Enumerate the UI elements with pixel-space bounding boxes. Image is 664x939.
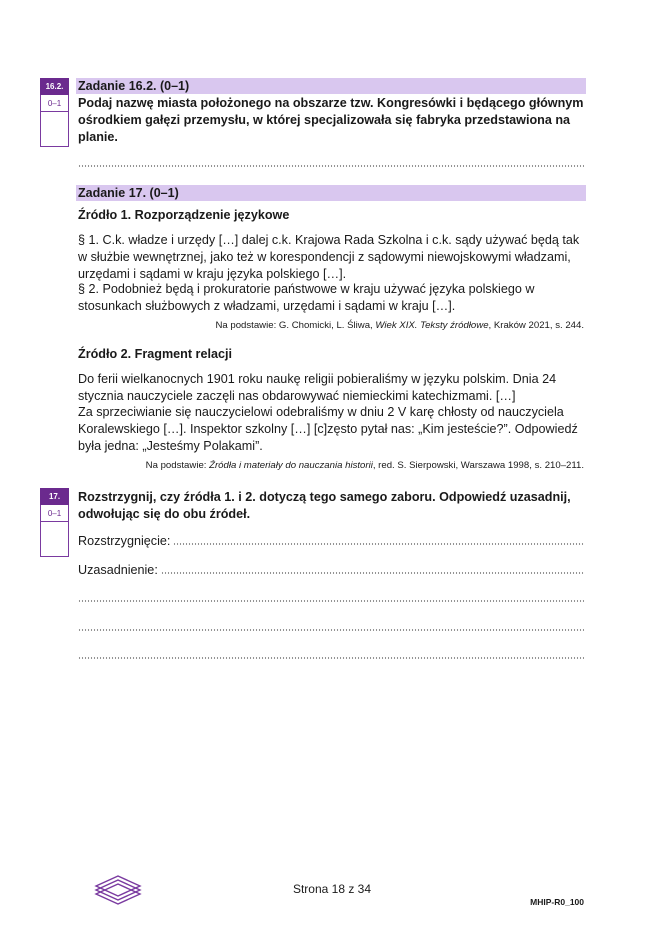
source-2-citation: Na podstawie: Źródła i materiały do nauczania historii, red. S. Sierpowski, Warszawa 1998, s. 210–211. <box>145 460 584 471</box>
task-17-heading: Zadanie 17. (0–1) <box>76 185 586 201</box>
source-1-paragraph-1: § 1. C.k. władze i urzędy […] dalej c.k. Krajowa Rada Szkolna i c.k. sądy używać będą tak w służbie wewnętrznej, jako też w korespondencji z sądowymi niewojskowymi władzami, urzędami i sądami w kraju języka polskiego […]. <box>78 233 580 281</box>
task-number: 16.2. <box>40 78 69 95</box>
answer-line[interactable] <box>78 629 584 631</box>
score-entry-field[interactable] <box>40 522 69 557</box>
points-range: 0–1 <box>40 505 69 522</box>
source-2-title: Źródło 2. Fragment relacji <box>78 347 232 361</box>
source-1-title: Źródło 1. Rozporządzenie językowe <box>78 208 290 222</box>
task-number: 17. <box>40 488 69 505</box>
task-16-2-question: Podaj nazwę miasta położonego na obszarze tzw. Kongresówki i będącego głównym ośrodkiem gałęzi przemysłu, w której specjalizowała się fabryka przedstawiona na planie. <box>78 96 584 144</box>
justification-line[interactable] <box>78 563 584 577</box>
justification-label: Uzasadnienie: <box>78 563 158 577</box>
score-entry-field[interactable] <box>40 112 69 147</box>
decision-label: Rozstrzygnięcie: <box>78 534 171 548</box>
dotted-fill <box>173 543 584 545</box>
source-2-paragraph-1: Do ferii wielkanocnych 1901 roku naukę religii pobieraliśmy w języku polskim. Dnia 24 stycznia nauczyciele zaczęli nas obdarowywać niemieckimi katechizmami. […] <box>78 372 557 403</box>
dotted-fill <box>161 572 584 574</box>
points-range: 0–1 <box>40 95 69 112</box>
source-1-paragraph-2: § 2. Podobnież będą i prokuratorie państwowe w kraju używać języka polskiego w stosunkach służbowych z władzami, urzędami i sądami w kraju […]. <box>78 282 535 313</box>
page-number: Strona 18 z 34 <box>292 882 372 896</box>
task-17-question: Rozstrzygnij, czy źródła 1. i 2. dotyczą tego samego zaboru. Odpowiedź uzasadnij, odwołując się do obu źródeł. <box>78 490 571 521</box>
score-box-16-2 <box>40 78 69 147</box>
task-16-2-heading: Zadanie 16.2. (0–1) <box>76 78 586 94</box>
answer-line[interactable] <box>78 600 584 602</box>
source-2-paragraph-2: Za sprzeciwianie się nauczycielowi odebraliśmy w dniu 2 V karę chłosty od nauczyciela Koralewskiego […]. Inspektor szkolny […] [c]zęsto pytał nas: „Kim jesteście?”. Odpowiedź była jedna: „Jesteśmy Polakami”. <box>78 405 578 453</box>
score-box-17 <box>40 488 69 557</box>
decision-line[interactable] <box>78 534 584 548</box>
exam-code: MHIP-R0_100 <box>530 897 584 907</box>
answer-line[interactable] <box>78 657 584 659</box>
answer-line[interactable] <box>78 165 584 167</box>
source-1-citation: Na podstawie: G. Chomicki, L. Śliwa, Wiek XIX. Teksty źródłowe, Kraków 2021, s. 244. <box>215 320 584 331</box>
